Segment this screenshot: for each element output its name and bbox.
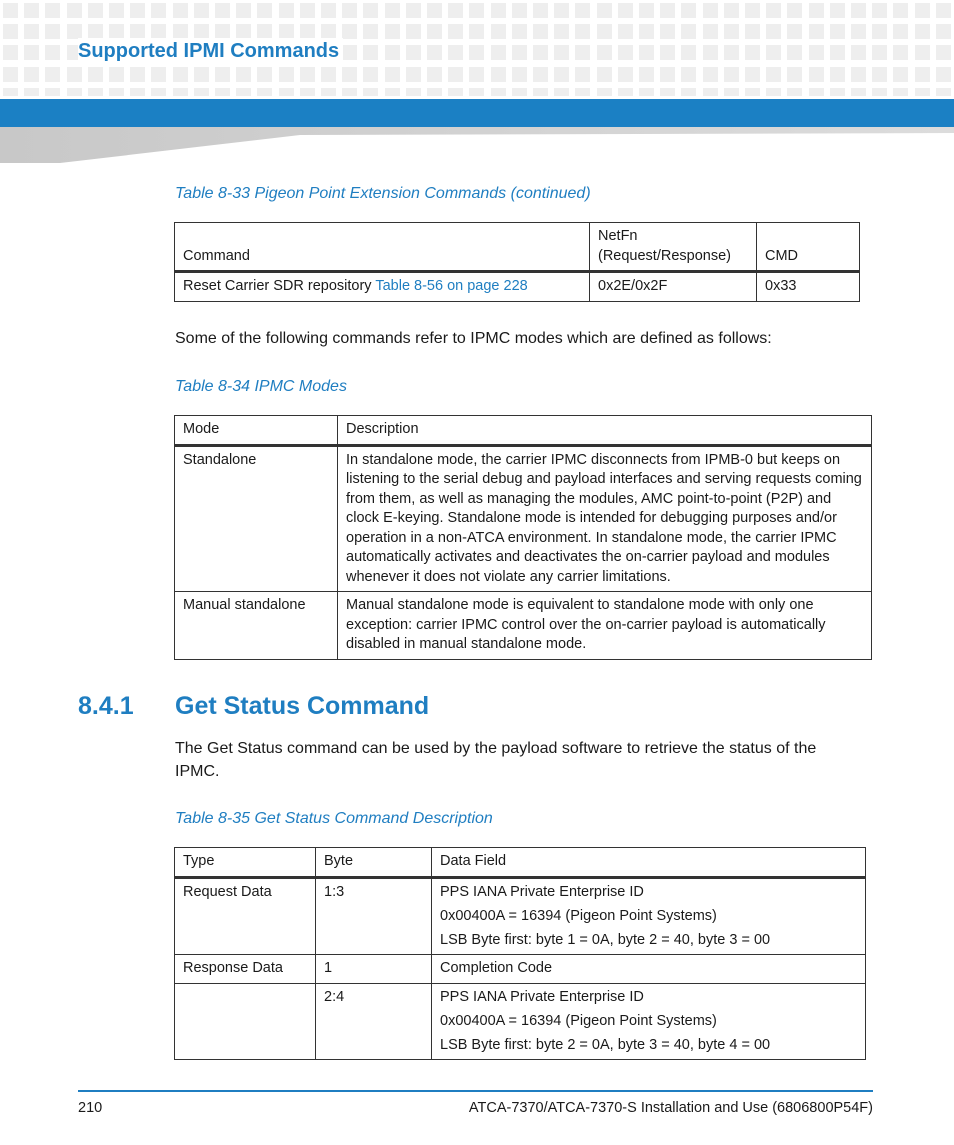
pattern-square <box>279 67 294 82</box>
pattern-square <box>406 67 421 82</box>
pattern-square <box>194 3 209 18</box>
pattern-square <box>660 88 675 96</box>
pattern-square <box>936 88 951 96</box>
pattern-square <box>512 45 527 60</box>
header-title: Supported IPMI Commands <box>78 38 343 65</box>
table-33-caption: Table 8-33 Pigeon Point Extension Commands (continued) <box>175 185 591 202</box>
pattern-square <box>491 3 506 18</box>
pattern-square <box>67 88 82 96</box>
pattern-square <box>427 3 442 18</box>
pattern-square <box>342 88 357 96</box>
data-field-line: 0x00400A = 16394 (Pigeon Point Systems) <box>440 1012 717 1029</box>
pattern-square <box>24 67 39 82</box>
pattern-square <box>24 88 39 96</box>
table-header-cell: Byte <box>316 848 432 878</box>
pattern-square <box>194 24 209 39</box>
pattern-square <box>3 3 18 18</box>
table-row <box>175 877 866 955</box>
pattern-square <box>936 24 951 39</box>
intro-paragraph: Some of the following commands refer to IPMC modes which are defined as follows: <box>175 330 772 347</box>
table-row <box>175 272 860 302</box>
table-cell-command <box>175 272 590 302</box>
pattern-square <box>597 67 612 82</box>
pattern-square <box>109 3 124 18</box>
pattern-square <box>363 88 378 96</box>
data-field-line: Completion Code <box>440 960 553 976</box>
pattern-square <box>639 45 654 60</box>
pattern-square <box>809 88 824 96</box>
pattern-square <box>639 67 654 82</box>
pattern-square <box>809 24 824 39</box>
pattern-square <box>915 3 930 18</box>
pattern-square <box>512 88 527 96</box>
table-cell-cmd: 0x33 <box>757 272 860 302</box>
pattern-square <box>406 88 421 96</box>
pattern-square <box>809 67 824 82</box>
pattern-square <box>448 88 463 96</box>
pattern-square <box>236 24 251 39</box>
pattern-square <box>639 24 654 39</box>
pattern-square <box>236 88 251 96</box>
pattern-square <box>703 24 718 39</box>
pattern-square <box>67 67 82 82</box>
pattern-square <box>406 45 421 60</box>
pattern-square <box>491 45 506 60</box>
pattern-square <box>109 67 124 82</box>
pattern-square <box>830 3 845 18</box>
pattern-square <box>300 67 315 82</box>
pattern-square <box>639 88 654 96</box>
pattern-square <box>915 67 930 82</box>
pattern-square <box>385 67 400 82</box>
pattern-square <box>851 88 866 96</box>
pattern-square <box>724 67 739 82</box>
pattern-square <box>766 3 781 18</box>
pattern-square <box>342 67 357 82</box>
table-cell-data-field <box>432 877 866 955</box>
table-row <box>175 445 872 592</box>
pattern-square <box>279 3 294 18</box>
pattern-square <box>830 24 845 39</box>
pattern-square <box>385 3 400 18</box>
pattern-square <box>363 67 378 82</box>
pattern-square <box>45 45 60 60</box>
pattern-square <box>533 67 548 82</box>
pattern-square <box>194 67 209 82</box>
pattern-square <box>257 24 272 39</box>
pattern-square <box>130 24 145 39</box>
table-header-cell: Mode <box>175 416 338 446</box>
pattern-square <box>893 88 908 96</box>
pattern-square <box>257 88 272 96</box>
pattern-square <box>893 3 908 18</box>
table-cell-netfn: 0x2E/0x2F <box>590 272 757 302</box>
pattern-square <box>3 67 18 82</box>
pattern-square <box>173 88 188 96</box>
pattern-square <box>660 3 675 18</box>
pattern-square <box>575 67 590 82</box>
pattern-square <box>88 3 103 18</box>
pattern-square <box>618 3 633 18</box>
footer-divider <box>78 1090 873 1092</box>
pattern-square <box>936 67 951 82</box>
pattern-square <box>279 88 294 96</box>
table-cell-type: Response Data <box>175 955 316 984</box>
pattern-square <box>575 24 590 39</box>
pattern-square <box>342 3 357 18</box>
pattern-square <box>851 67 866 82</box>
pattern-square <box>448 24 463 39</box>
pattern-square <box>130 88 145 96</box>
pattern-square <box>406 24 421 39</box>
pattern-square <box>703 67 718 82</box>
pattern-square <box>681 3 696 18</box>
pattern-square <box>533 45 548 60</box>
pattern-square <box>448 45 463 60</box>
pattern-square <box>787 88 802 96</box>
pattern-square <box>469 88 484 96</box>
pattern-square <box>88 24 103 39</box>
pattern-square <box>491 88 506 96</box>
pattern-square <box>363 45 378 60</box>
pattern-square <box>491 24 506 39</box>
pattern-square <box>427 67 442 82</box>
pattern-square <box>872 88 887 96</box>
data-field-line: PPS IANA Private Enterprise ID <box>440 883 644 900</box>
pattern-square <box>406 3 421 18</box>
pattern-square <box>554 67 569 82</box>
pattern-square <box>766 67 781 82</box>
pattern-square <box>45 67 60 82</box>
pattern-square <box>936 3 951 18</box>
pattern-square <box>681 88 696 96</box>
pattern-square <box>618 24 633 39</box>
header-grey-band <box>0 127 954 163</box>
pattern-square <box>342 24 357 39</box>
pattern-square <box>554 45 569 60</box>
pattern-square <box>67 24 82 39</box>
pattern-square <box>872 67 887 82</box>
pattern-square <box>533 24 548 39</box>
pattern-square <box>681 67 696 82</box>
table-33 <box>174 222 860 302</box>
pattern-square <box>724 45 739 60</box>
table-cell-description: In standalone mode, the carrier IPMC disconnects from IPMB-0 but keeps on listening to the serial debug and payload interfaces and serving requests coming from them, as well as managing the modules, AMC point-to-point (P2P) and clock E-keying. Standalone mode is intended for debugging purposes and/or operation in a non-ATCA environment. In standalone mode, the carrier IPMC automatically activates and deactivates the on-carrier payload and modules whenever it does not violate any carrier limitations. <box>338 445 872 592</box>
section-paragraph: The Get Status command can be used by the payload software to retrieve the status of the IPMC. <box>175 740 817 780</box>
pattern-square <box>639 3 654 18</box>
pattern-square <box>385 24 400 39</box>
pattern-square <box>745 67 760 82</box>
pattern-square <box>257 67 272 82</box>
pattern-square <box>300 3 315 18</box>
pattern-square <box>448 3 463 18</box>
pattern-square <box>830 88 845 96</box>
pattern-square <box>24 45 39 60</box>
pattern-square <box>363 3 378 18</box>
table-header-cell: Data Field <box>432 848 866 878</box>
pattern-square <box>851 24 866 39</box>
pattern-square <box>321 24 336 39</box>
pattern-square <box>830 67 845 82</box>
pattern-square <box>385 88 400 96</box>
pattern-square <box>936 45 951 60</box>
pattern-square <box>24 3 39 18</box>
table-cell-mode: Manual standalone <box>175 592 338 660</box>
pattern-square <box>787 45 802 60</box>
table-cell-mode: Standalone <box>175 445 338 592</box>
table-row <box>175 983 866 1060</box>
pattern-square <box>787 67 802 82</box>
pattern-square <box>279 24 294 39</box>
pattern-square <box>321 67 336 82</box>
data-field-line: LSB Byte first: byte 2 = 0A, byte 3 = 40, byte 4 = 00 <box>440 1036 771 1053</box>
pattern-square <box>915 24 930 39</box>
pattern-square <box>215 88 230 96</box>
pattern-square <box>24 24 39 39</box>
table-cell-data-field <box>432 955 866 984</box>
pattern-square <box>151 24 166 39</box>
pattern-square <box>597 45 612 60</box>
pattern-square <box>809 3 824 18</box>
pattern-square <box>469 24 484 39</box>
pattern-square <box>660 24 675 39</box>
table-header-cell: Type <box>175 848 316 878</box>
pattern-square <box>236 67 251 82</box>
table-34 <box>174 415 872 660</box>
pattern-square <box>618 67 633 82</box>
pattern-square <box>597 88 612 96</box>
table-cell-byte: 1:3 <box>316 877 432 955</box>
table-35 <box>174 847 866 1060</box>
pattern-square <box>3 24 18 39</box>
pattern-square <box>469 67 484 82</box>
pattern-square <box>109 24 124 39</box>
table-row <box>175 592 872 660</box>
pattern-square <box>830 45 845 60</box>
pattern-square <box>681 24 696 39</box>
pattern-square <box>872 45 887 60</box>
command-name: Reset Carrier SDR repository <box>183 278 372 294</box>
pattern-square <box>618 45 633 60</box>
pattern-square <box>321 3 336 18</box>
pattern-square <box>215 3 230 18</box>
pattern-square <box>469 3 484 18</box>
pattern-square <box>3 88 18 96</box>
pattern-square <box>88 67 103 82</box>
pattern-square <box>363 24 378 39</box>
pattern-square <box>893 45 908 60</box>
table-cell-type <box>175 983 316 1060</box>
section-number: 8.4.1 <box>78 692 134 720</box>
pattern-square <box>851 3 866 18</box>
data-field-line: PPS IANA Private Enterprise ID <box>440 988 644 1005</box>
pattern-square <box>766 24 781 39</box>
pattern-square <box>151 88 166 96</box>
pattern-square <box>745 24 760 39</box>
pattern-square <box>3 45 18 60</box>
pattern-square <box>660 67 675 82</box>
table-header-row <box>175 416 872 446</box>
table-header-cell: CMD <box>757 223 860 272</box>
pattern-square <box>88 88 103 96</box>
header-blue-band <box>0 99 954 127</box>
pattern-square <box>703 45 718 60</box>
table-header-row <box>175 223 860 272</box>
pattern-square <box>469 45 484 60</box>
pattern-square <box>342 45 357 60</box>
pattern-square <box>385 45 400 60</box>
table-reference-link[interactable]: Table 8-56 on page 228 <box>375 278 528 294</box>
pattern-square <box>215 24 230 39</box>
pattern-square <box>533 3 548 18</box>
pattern-square <box>872 24 887 39</box>
pattern-square <box>151 3 166 18</box>
table-cell-data-field <box>432 983 866 1060</box>
pattern-square <box>130 67 145 82</box>
pattern-square <box>512 24 527 39</box>
pattern-square <box>745 3 760 18</box>
pattern-square <box>872 3 887 18</box>
pattern-square <box>321 88 336 96</box>
pattern-square <box>766 88 781 96</box>
pattern-square <box>173 3 188 18</box>
pattern-square <box>257 3 272 18</box>
pattern-square <box>597 3 612 18</box>
pattern-square <box>67 3 82 18</box>
pattern-square <box>575 88 590 96</box>
table-cell-byte: 1 <box>316 955 432 984</box>
pattern-square <box>512 3 527 18</box>
table-header-cell: Description <box>338 416 872 446</box>
pattern-square <box>236 3 251 18</box>
pattern-square <box>491 67 506 82</box>
pattern-square <box>194 88 209 96</box>
pattern-square <box>300 24 315 39</box>
pattern-square <box>787 3 802 18</box>
pattern-square <box>745 45 760 60</box>
pattern-square <box>427 24 442 39</box>
section-title: Get Status Command <box>175 692 430 720</box>
pattern-square <box>618 88 633 96</box>
table-row <box>175 955 866 984</box>
table-cell-type: Request Data <box>175 877 316 955</box>
pattern-square <box>915 45 930 60</box>
pattern-square <box>109 88 124 96</box>
page-number: 210 <box>78 1100 103 1116</box>
pattern-square <box>554 24 569 39</box>
table-35-caption: Table 8-35 Get Status Command Description <box>175 810 493 827</box>
pattern-square <box>851 45 866 60</box>
pattern-square <box>681 45 696 60</box>
table-header-row <box>175 848 866 878</box>
pattern-square <box>745 88 760 96</box>
pattern-square <box>597 24 612 39</box>
document-title: ATCA-7370/ATCA-7370-S Installation and Use (6806800P54F) <box>468 1100 873 1116</box>
pattern-square <box>512 67 527 82</box>
pattern-square <box>724 3 739 18</box>
pattern-square <box>427 88 442 96</box>
table-cell-description: Manual standalone mode is equivalent to standalone mode with only one exception: carrier IPMC control over the on-carrier payload is automatically disabled in manual standalone mode. <box>338 592 872 660</box>
pattern-square <box>151 67 166 82</box>
pattern-square <box>215 67 230 82</box>
pattern-square <box>766 45 781 60</box>
pattern-square <box>300 88 315 96</box>
pattern-square <box>173 67 188 82</box>
pattern-square <box>173 24 188 39</box>
pattern-square <box>45 3 60 18</box>
pattern-square <box>915 88 930 96</box>
pattern-square <box>809 45 824 60</box>
data-field-line: 0x00400A = 16394 (Pigeon Point Systems) <box>440 907 717 924</box>
pattern-square <box>893 67 908 82</box>
pattern-square <box>724 24 739 39</box>
pattern-square <box>575 45 590 60</box>
pattern-square <box>554 88 569 96</box>
pattern-square <box>45 24 60 39</box>
pattern-square <box>427 45 442 60</box>
pattern-square <box>724 88 739 96</box>
data-field-line: LSB Byte first: byte 1 = 0A, byte 2 = 40, byte 3 = 00 <box>440 931 771 948</box>
pattern-square <box>448 67 463 82</box>
table-header-cell: Command <box>175 223 590 272</box>
pattern-square <box>787 24 802 39</box>
pattern-square <box>533 88 548 96</box>
pattern-square <box>45 88 60 96</box>
pattern-square <box>575 3 590 18</box>
table-header-cell: NetFn (Request/Response) <box>590 223 757 272</box>
pattern-square <box>554 3 569 18</box>
pattern-square <box>703 3 718 18</box>
pattern-square <box>703 88 718 96</box>
pattern-square <box>130 3 145 18</box>
table-34-caption: Table 8-34 IPMC Modes <box>175 378 347 395</box>
pattern-square <box>893 24 908 39</box>
table-cell-byte: 2:4 <box>316 983 432 1060</box>
pattern-square <box>660 45 675 60</box>
